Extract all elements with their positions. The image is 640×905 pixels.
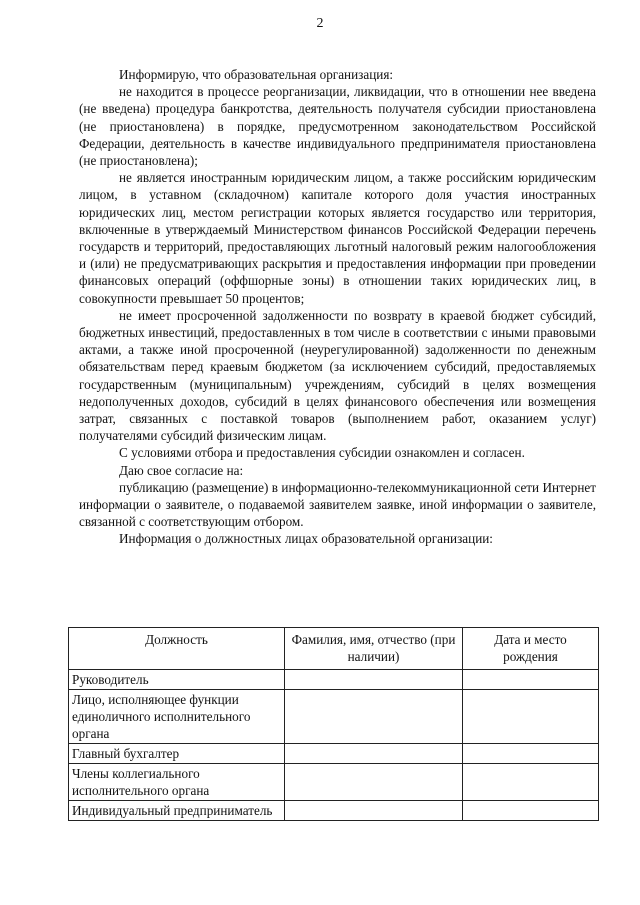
name-cell [285,744,463,764]
table-row [69,744,599,764]
birth-cell [463,744,599,764]
reorganization-paragraph: не находится в процессе реорганизации, ликвидации, что в отношении нее введена (не введена) процедура банкротства, деятельность получателя субсидии приостановлена (не приостановлена) в порядке, предусмотренном законодательством Российской Федерации, деятельность в качестве индивидуального предпринимателя приостановлена (не приостановлена); [79,84,596,169]
foreign-entity-paragraph: не является иностранным юридическим лицом, а также российским юридическим лицом, в уставном (складочном) капитале которого доля участия иностранных юридических лиц, местом регистрации которых является государство или территория, включенные в утверждаемый Министерством финансов Российской Федерации перечень государств и территорий, предоставляющих льготный налоговый режим налогообложения и (или) не предусматривающих раскрытия и предоставления информации при проведении финансовых операций (оффшорные зоны) в отношении таких юридических лиц, в совокупности превышает 50 процентов; [79,170,596,306]
name-cell [285,764,463,801]
position-cell: Руководитель [69,670,285,690]
consent-paragraph: Даю свое согласие на: [119,462,244,478]
header-full-name: Фамилия, имя, отчество (при наличии) [285,628,463,670]
conditions-paragraph: С условиями отбора и предоставления субсидии ознакомлен и согласен. [119,445,525,461]
birth-cell [463,801,599,821]
name-cell [285,670,463,690]
document-body [79,66,596,548]
name-cell [285,690,463,744]
header-position: Должность [69,628,285,670]
table-row [69,670,599,690]
header-birth-date-place: Дата и место рождения [463,628,599,670]
birth-cell [463,690,599,744]
table-row [69,690,599,744]
birth-cell [463,670,599,690]
position-cell: Члены коллегиального исполнительного органа [69,764,285,801]
table-header-row [69,628,599,670]
table-row [69,764,599,801]
publication-paragraph: публикацию (размещение) в информационно-телекоммуникационной сети Интернет информации о заявителе, о подаваемой заявителем заявке, иной информации о заявителе, связанной с соответствующим отбором. [79,479,596,530]
position-cell: Индивидуальный предприниматель [69,801,285,821]
debt-paragraph: не имеет просроченной задолженности по возврату в краевой бюджет субсидий, бюджетных инвестиций, предоставленных в том числе в соответствии с иными правовыми актами, а также иной просроченной (неурегулированной) задолженности по денежным обязательствам перед краевым бюджетом (за исключением субсидий, предоставляемых государственным (муниципальным) учреждениям, субсидий в целях возмещения недополученных доходов, субсидий в целях финансового обеспечения или возмещения затрат, связанных с поставкой товаров (выполнением работ, оказанием услуг) получателями субсидий физическим лицам. [79,307,596,444]
name-cell [285,801,463,821]
officials-table [68,627,599,821]
page-number: 2 [316,16,324,31]
intro-paragraph: Информирую, что образовательная организация: [119,67,394,82]
position-cell: Лицо, исполняющее функции единоличного исполнительного органа [69,690,285,744]
position-cell: Главный бухгалтер [69,744,285,764]
table-row [69,801,599,821]
birth-cell [463,764,599,801]
table-caption: Информация о должностных лицах образовательной организации: [119,531,493,547]
